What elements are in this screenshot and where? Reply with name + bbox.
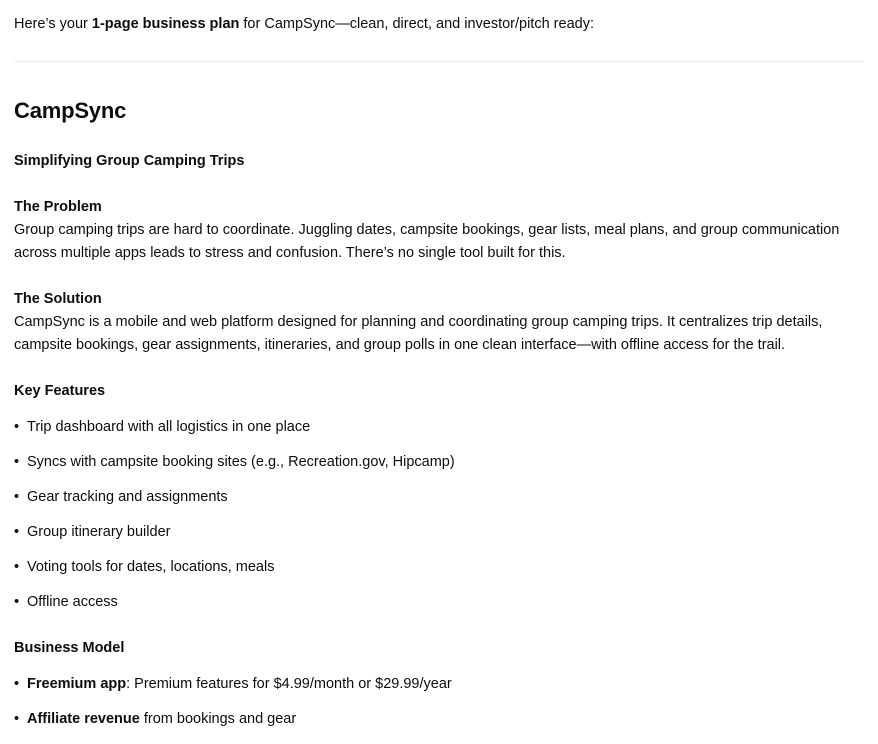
plan-title: CampSync <box>14 98 127 123</box>
business-model-heading-block <box>14 637 858 660</box>
feature-text: Syncs with campsite booking sites (e.g., Recreation.gov, Hipcamp) <box>27 454 455 470</box>
business-model-heading: Business Model <box>14 640 125 656</box>
list-item <box>14 417 864 452</box>
list-item <box>14 487 864 522</box>
bullet-icon: • <box>14 419 20 435</box>
features-heading-block <box>14 380 858 403</box>
problem-heading: The Problem <box>14 199 102 215</box>
feature-text: Group itinerary builder <box>27 524 171 540</box>
features-list <box>14 417 864 627</box>
intro-bold: 1-page business plan <box>91 16 240 32</box>
feature-text: Voting tools for dates, locations, meals <box>27 559 275 575</box>
business-model-list <box>14 674 864 744</box>
bullet-icon: • <box>14 711 20 727</box>
model-item-text: : Premium features for $4.99/month or $29.99/year <box>126 676 452 692</box>
divider <box>14 61 864 62</box>
solution-heading: The Solution <box>14 291 102 307</box>
features-heading: Key Features <box>14 383 106 399</box>
list-item <box>14 592 864 627</box>
intro-text <box>14 14 864 34</box>
solution-section <box>14 288 858 357</box>
list-item <box>14 522 864 557</box>
list-item <box>14 557 864 592</box>
bullet-icon: • <box>14 489 20 505</box>
bullet-icon: • <box>14 594 20 610</box>
problem-section <box>14 196 858 265</box>
solution-body: CampSync is a mobile and web platform designed for planning and coordinating group camping trips. It centralizes trip details, campsite bookings, gear assignments, itineraries, and group polls in one clean interface—with offline access for the trail. <box>14 314 823 353</box>
list-item <box>14 709 864 744</box>
list-item <box>14 452 864 487</box>
problem-body: Group camping trips are hard to coordinate. Juggling dates, campsite bookings, gear lists, meal plans, and group communication across multiple apps leads to stress and confusion. There’s no single tool built for this. <box>14 222 840 261</box>
feature-text: Gear tracking and assignments <box>27 489 228 505</box>
plan-tagline: Simplifying Group Camping Trips <box>14 153 245 169</box>
intro-suffix: for CampSync—clean, direct, and investor/pitch ready: <box>239 16 594 32</box>
model-item-bold: Affiliate revenue <box>27 711 140 727</box>
bullet-icon: • <box>14 454 20 470</box>
feature-text: Trip dashboard with all logistics in one place <box>27 419 311 435</box>
model-item-bold: Freemium app <box>27 676 127 692</box>
intro-prefix: Here’s your <box>14 16 92 32</box>
list-item <box>14 674 864 709</box>
feature-text: Offline access <box>27 594 118 610</box>
model-item-text: from bookings and gear <box>139 711 297 727</box>
bullet-icon: • <box>14 524 20 540</box>
plan-tagline-block <box>14 150 858 173</box>
bullet-icon: • <box>14 676 20 692</box>
bullet-icon: • <box>14 559 20 575</box>
